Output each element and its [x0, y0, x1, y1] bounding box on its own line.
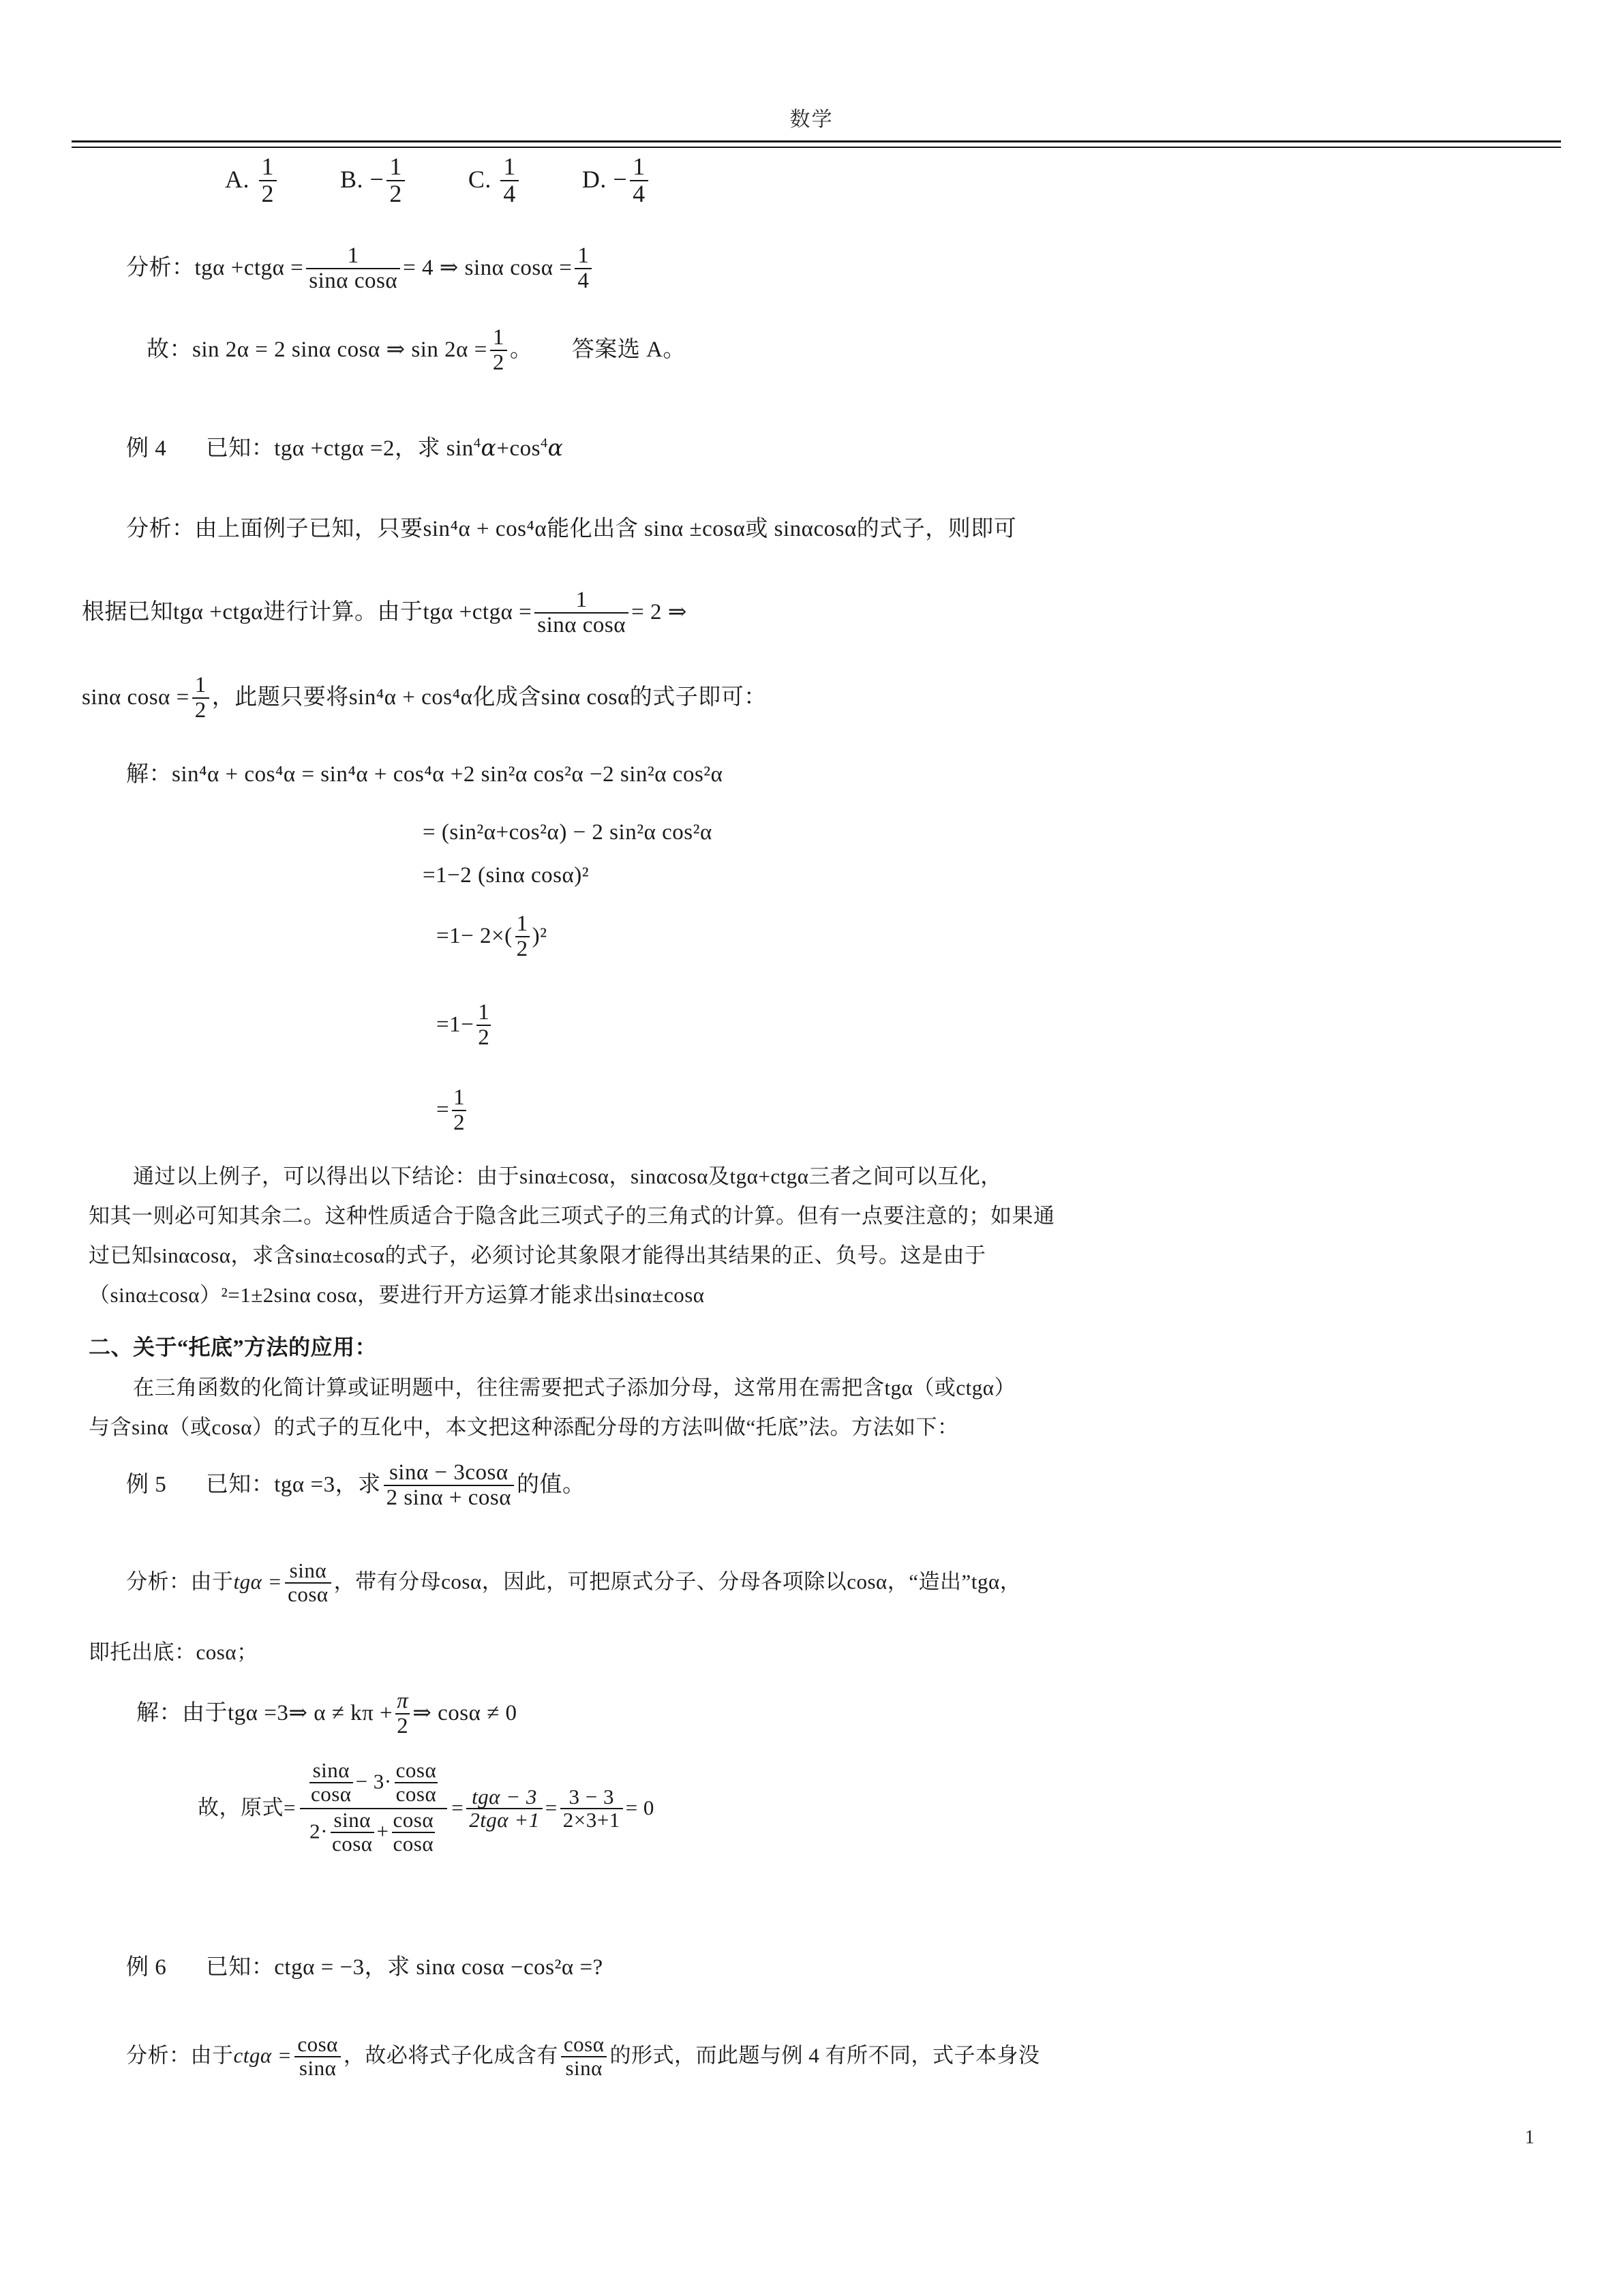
example-4-alpha-2: α: [547, 434, 564, 461]
therefore-1-answer: 答案选 A。: [571, 337, 686, 363]
analysis-6-fraction-2: [561, 2034, 607, 2079]
analysis-1-result-numerator: 1: [577, 243, 590, 268]
conclusion-l4c: sinα±cosα: [615, 1283, 705, 1307]
choice-d: [581, 153, 651, 207]
example-4-alpha-1: α: [481, 434, 497, 461]
example-5-given-label: 已知：: [205, 1472, 275, 1498]
solution-4-line-4-denominator: 2: [516, 936, 528, 961]
therefore-1-denominator: 2: [490, 350, 507, 375]
solution-4-expr-3: =1−2 (sinα cosα)²: [423, 863, 590, 888]
solution-4-line-5-numerator: 1: [478, 1000, 490, 1025]
solution-4-line-5: [436, 1002, 1527, 1051]
example-6-statement: [126, 1957, 1558, 1979]
analysis-6-fraction-2-denominator: sinα: [561, 2056, 607, 2080]
analysis-5-numerator: sinα: [289, 1558, 327, 1582]
analysis-5-l2c: ；: [237, 1640, 258, 1664]
analysis-5-c: ，带有分母: [333, 1569, 442, 1594]
conclusion-l1a: 通过以上例子，可以得出以下结论：由于: [133, 1164, 519, 1188]
analysis-4-l3c: sin⁴α + cos⁴α: [348, 685, 473, 710]
conclusion-l3a: 过已知: [89, 1243, 153, 1267]
example-5-statement: [126, 1462, 1558, 1511]
conclusion-l2: 知其一则必可知其余二。这种性质适合于隐含此三项式子的三角式的计算。但有一点要注意的；如果通: [89, 1204, 1055, 1228]
solution-5-fraction-3: [560, 1786, 623, 1832]
analysis-5-denominator: cosα: [285, 1582, 331, 1606]
solution-5-fraction-3-denominator: 2×3+1: [560, 1808, 623, 1832]
solution-4-expr-4-post: )²: [532, 924, 547, 949]
solution-4-line-4-fraction: [515, 912, 530, 961]
solution-5-num-operator: − 3·: [355, 1769, 392, 1794]
header-divider-rule: [72, 140, 1561, 148]
solution-5-num-left-denominator: cosα: [310, 1781, 352, 1806]
section-2-l1c: （或: [913, 1376, 956, 1400]
choice-b-fraction: [386, 154, 405, 207]
analysis-1-label: 分析：: [126, 256, 195, 281]
solution-4-expr-6-pre: =: [436, 1098, 450, 1123]
solution-4-line-4-numerator: 1: [516, 911, 528, 936]
choice-a-label: A.: [225, 166, 249, 194]
example-5-fraction: [384, 1461, 514, 1509]
page-header-title: 数学: [789, 108, 834, 132]
solution-4-line-5-fraction: [476, 1001, 491, 1049]
solution-4-line-6-denominator: 2: [453, 1110, 466, 1135]
solution-5-equals-2: =: [545, 1796, 558, 1820]
solution-5-compound-denominator: [300, 1808, 447, 1856]
analysis-4-l1a: 由上面例子已知，只要: [194, 517, 423, 541]
choice-d-sign: −: [613, 166, 628, 194]
example-4-tag: 例 4: [126, 436, 167, 461]
analysis-6-fraction-2-numerator: cosα: [563, 2032, 605, 2056]
analysis-5-fraction: [285, 1560, 331, 1605]
analysis-6-fraction-1: [294, 2034, 341, 2079]
analysis-4-l3-fraction: [192, 674, 209, 722]
analysis-4-line-3: [82, 675, 1554, 723]
analysis-1-result-denominator: 4: [575, 268, 592, 293]
solution-5-label: 解：: [136, 1701, 182, 1726]
analysis-6-fraction-1-numerator: cosα: [297, 2032, 338, 2056]
solution-4-line-3: [423, 864, 1513, 887]
solution-5-num-right-denominator: cosα: [395, 1781, 437, 1806]
conclusion-line-2: [89, 1205, 1561, 1226]
solution-4-expr-2: = (sin²α+cos²α) − 2 sin²α cos²α: [423, 820, 712, 845]
analysis-4-l2b: tgα +ctgα: [173, 600, 263, 625]
analysis-4-l2a: 根据已知: [82, 600, 173, 625]
analysis-5-e: ，因此，可把原式分子、分母各项除以: [481, 1569, 847, 1594]
solution-5-compound-fraction: [300, 1758, 447, 1856]
section-2-body-line-1: [133, 1377, 1558, 1398]
analysis-5-d: cosα: [441, 1569, 482, 1594]
solution-4-line-6-numerator: 1: [453, 1085, 466, 1110]
conclusion-l1g: 三者之间可以互化，: [808, 1164, 1002, 1188]
solution-5-a: 由于: [182, 1701, 228, 1726]
analysis-4-l3a: sinα cosα =: [82, 685, 189, 710]
analysis-5-f: cosα: [847, 1569, 888, 1594]
conclusion-l3d: sinα±cosα: [294, 1243, 385, 1267]
solution-4-line-4: [436, 913, 1527, 962]
solution-5-num-left-numerator: sinα: [312, 1758, 350, 1782]
example-5-tail: 的值。: [517, 1472, 586, 1498]
solution-5-compound-numerator: [300, 1758, 447, 1808]
analysis-6-b: ctgα =: [233, 2043, 292, 2068]
analysis-4-l3f: 的式子即可：: [629, 685, 767, 710]
therefore-1-numerator: 1: [492, 325, 504, 350]
analysis-4-l1f: 的式子，则即可: [856, 517, 1017, 541]
analysis-4-l3-denominator: 2: [192, 697, 209, 723]
choice-a-numerator: 1: [261, 153, 274, 180]
analysis-1-denominator: sinα cosα: [306, 268, 400, 293]
analysis-5-h: tgα: [971, 1569, 1000, 1594]
analysis-4-l2-denominator: sinα cosα: [534, 612, 628, 637]
solution-5-main-equation: [198, 1758, 1288, 1858]
analysis-1-numerator: 1: [347, 243, 359, 268]
solution-5-b: tgα =3⇒ α ≠ kπ +: [228, 1701, 393, 1726]
conclusion-line-3: [89, 1245, 1561, 1266]
choice-c-label: C.: [468, 166, 491, 194]
therefore-1-fraction: [490, 326, 507, 374]
therefore-1-expr: sin 2α = 2 sinα cosα ⇒ sin 2α =: [192, 337, 487, 363]
analysis-1-fraction: [306, 244, 400, 292]
analysis-4-line-2: [82, 590, 1554, 638]
analysis-4-line-1: [126, 518, 1558, 541]
analysis-5-line-2: [89, 1642, 1561, 1663]
choice-c-denominator: 4: [500, 180, 519, 207]
analysis-4-label: 分析：: [126, 517, 195, 541]
choice-b-sign: −: [369, 166, 384, 194]
choice-b-denominator: 2: [386, 180, 405, 207]
analysis-6-c: ，故必将式子化成含有: [343, 2043, 558, 2068]
example-4-given: tgα +ctgα =2，求: [274, 436, 441, 461]
conclusion-l1d: sinαcosα: [631, 1164, 708, 1188]
choice-d-fraction: [630, 154, 648, 207]
analysis-6-label: 分析：: [126, 2043, 191, 2068]
analysis-4-l3e: sinα cosα: [541, 685, 630, 710]
analysis-5-line-1: [126, 1558, 1558, 1607]
section-2-l2a: 与含: [89, 1415, 132, 1439]
analysis-1-mid: = 4 ⇒ sinα cosα =: [403, 256, 573, 281]
conclusion-l3e: 的式子，必须讨论其象限才能得出其结果的正、负号。这是由于: [384, 1243, 986, 1267]
solution-5-fraction-3-numerator: 3 − 3: [568, 1784, 614, 1809]
example-6-tag: 例 6: [126, 1955, 167, 1980]
section-2-l2c: （或: [168, 1415, 212, 1439]
solution-5-den-prefix: 2·: [309, 1819, 328, 1843]
choice-c-numerator: 1: [503, 153, 516, 180]
solution-5-line-1: [136, 1691, 1568, 1739]
example-4-cos-exponent: 4: [540, 436, 548, 451]
section-2-l1e: ）: [994, 1376, 1016, 1400]
analysis-6-fraction-1-denominator: sinα: [294, 2056, 341, 2080]
analysis-4-l1e: sinαcosα: [774, 517, 857, 541]
choice-d-denominator: 4: [630, 180, 648, 207]
analysis-4-l3-numerator: 1: [194, 673, 207, 697]
solution-5-equals-3: = 0: [625, 1796, 654, 1820]
conclusion-line-1: [133, 1166, 1558, 1187]
analysis-5-b: tgα =: [233, 1569, 283, 1594]
example-4-statement: [126, 436, 1149, 460]
choice-c: [468, 153, 528, 207]
choice-b: [340, 153, 414, 207]
therefore-1-label: 故：: [147, 337, 192, 363]
section-2-l2d: cosα: [211, 1415, 252, 1439]
example-6-given: ctgα = −3，求 sinα cosα −cos²α =?: [274, 1955, 603, 1980]
analysis-6-line-1: [126, 2032, 1592, 2081]
solution-4-line-6-fraction: [452, 1086, 466, 1134]
example-4-sin: sin: [446, 436, 474, 461]
solution-5-num-right-numerator: cosα: [395, 1758, 437, 1782]
solution-5-equals-1: =: [451, 1796, 464, 1820]
solution-4-line-5-denominator: 2: [478, 1025, 490, 1050]
analysis-4-l3b: ，此题只要将: [211, 685, 349, 710]
solution-5-pi-denominator: 2: [395, 1713, 410, 1738]
analysis-4-l2e: = 2 ⇒: [631, 600, 687, 625]
choice-a: [225, 153, 286, 207]
section-2-l1a: 在三角函数的化简计算或证明题中，往往需要把式子添加分母，这常用在需把含: [133, 1376, 885, 1400]
choice-c-fraction: [500, 154, 519, 207]
solution-5-den-left-fraction: [331, 1809, 374, 1855]
analysis-4-l3d: 化成含: [472, 685, 541, 710]
solution-5-den-left-denominator: cosα: [331, 1831, 373, 1856]
section-2-l1d: ctgα: [956, 1376, 995, 1400]
analysis-6-a: 由于: [190, 2043, 234, 2068]
example-5-numerator: sinα − 3cosα: [389, 1460, 509, 1485]
analysis-5-i: ，: [999, 1569, 1022, 1594]
example-5-tag: 例 5: [126, 1472, 167, 1498]
example-4-cos: cos: [509, 436, 541, 461]
solution-5-num-right-fraction: [395, 1759, 438, 1805]
analysis-1-line: [126, 245, 1149, 294]
solution-5-num-left-fraction: [309, 1759, 353, 1805]
therefore-1-period: 。: [509, 337, 533, 363]
page-number: 1: [1525, 2127, 1534, 2148]
example-4-target: [446, 436, 564, 461]
solution-5-fraction-2: [466, 1786, 543, 1832]
solution-5-row-label: 故，原式=: [198, 1796, 296, 1820]
solution-5-den-operator: +: [376, 1819, 389, 1843]
example-5-given: tgα =3，求: [274, 1472, 381, 1498]
conclusion-line-4: [89, 1284, 1561, 1305]
conclusion-l4a: （sinα±cosα）²=1±2sinα cosα: [89, 1283, 358, 1307]
conclusion-l1c: ，: [609, 1164, 631, 1188]
solution-5-den-right-numerator: cosα: [393, 1808, 434, 1832]
analysis-5-a: 由于: [190, 1569, 234, 1594]
conclusion-l3b: sinαcosα: [153, 1243, 231, 1267]
analysis-4-l2-numerator: 1: [575, 588, 588, 612]
choice-d-label: D.: [581, 166, 607, 194]
solution-4-label: 解：: [126, 762, 172, 787]
section-2-l1b: tgα: [884, 1376, 913, 1400]
analysis-1-result-fraction: [575, 244, 592, 292]
solution-5-den-right-fraction: [392, 1809, 436, 1855]
solution-4-line-1: [126, 764, 1558, 786]
section-2-heading: 二、关于“托底”方法的应用：: [89, 1335, 378, 1359]
choice-a-denominator: 2: [259, 180, 277, 207]
section-2-body-line-2: [89, 1417, 1561, 1438]
choice-a-fraction: [259, 154, 277, 207]
analysis-4-l1-expr: sin⁴α + cos⁴α: [423, 517, 547, 541]
analysis-5-g: ，“造出”: [887, 1569, 971, 1594]
solution-5-den-right-denominator: cosα: [393, 1831, 434, 1856]
example-4-plus: +: [496, 436, 510, 461]
example-4-sin-exponent: 4: [473, 436, 481, 451]
solution-4-expr-1: sin⁴α + cos⁴α = sin⁴α + cos⁴α +2 sin²α cos²α −2 sin²α cos²α: [172, 762, 723, 787]
conclusion-l4b: ，要进行开方运算才能求出: [357, 1283, 616, 1307]
analysis-5-l2b: cosα: [196, 1640, 237, 1664]
conclusion-l1b: sinα±cosα: [519, 1164, 609, 1188]
analysis-4-l1d: 或: [745, 517, 768, 541]
section-2-l2e: ）的式子的互化中，本文把这种添配分母的方法叫做“托底”法。方法如下：: [252, 1415, 959, 1439]
solution-5-fraction-2-denominator: 2tgα +1: [466, 1808, 543, 1832]
solution-5-c: ⇒ cosα ≠ 0: [412, 1701, 517, 1726]
analysis-4-l2d: tgα +ctgα =: [423, 600, 532, 625]
example-6-given-label: 已知：: [205, 1955, 275, 1980]
solution-4-expr-5-pre: =1−: [436, 1012, 474, 1038]
example-5-denominator: 2 sinα + cosα: [384, 1485, 514, 1510]
section-2-l2b: sinα: [132, 1415, 169, 1439]
example-4-given-label: 已知：: [205, 436, 275, 461]
analysis-4-l1b: 能化出含: [547, 517, 639, 541]
analysis-5-l2a: 即托出底：: [89, 1640, 196, 1664]
solution-4-line-2: [423, 821, 1513, 844]
solution-5-fraction-2-numerator: tgα − 3: [472, 1784, 537, 1809]
choice-d-numerator: 1: [633, 153, 646, 180]
solution-5-pi-numerator: π: [397, 1689, 409, 1713]
therefore-1-line: [147, 327, 1237, 376]
analysis-4-l1c: sinα ±cosα: [643, 517, 746, 541]
choice-row: [225, 155, 1043, 209]
solution-4-expr-4-pre: =1− 2×(: [436, 924, 513, 949]
conclusion-l1e: 及: [708, 1164, 730, 1188]
solution-4-line-6: [436, 1087, 1527, 1136]
conclusion-l1f: tgα+ctgα: [729, 1164, 809, 1188]
analysis-1-lhs: tgα +ctgα =: [194, 256, 304, 281]
analysis-6-d: 的形式，而此题与例 4 有所不同，式子本身没: [609, 2043, 1040, 2068]
solution-5-pi-fraction: [395, 1689, 410, 1738]
choice-b-numerator: 1: [389, 153, 402, 180]
analysis-4-l2c: 进行计算。由于: [262, 600, 423, 625]
analysis-4-l2-fraction: [534, 588, 628, 637]
solution-5-den-left-numerator: sinα: [333, 1808, 371, 1832]
choice-b-label: B.: [340, 166, 364, 194]
analysis-5-label: 分析：: [126, 1569, 191, 1594]
conclusion-l3c: ，求含: [230, 1243, 295, 1267]
